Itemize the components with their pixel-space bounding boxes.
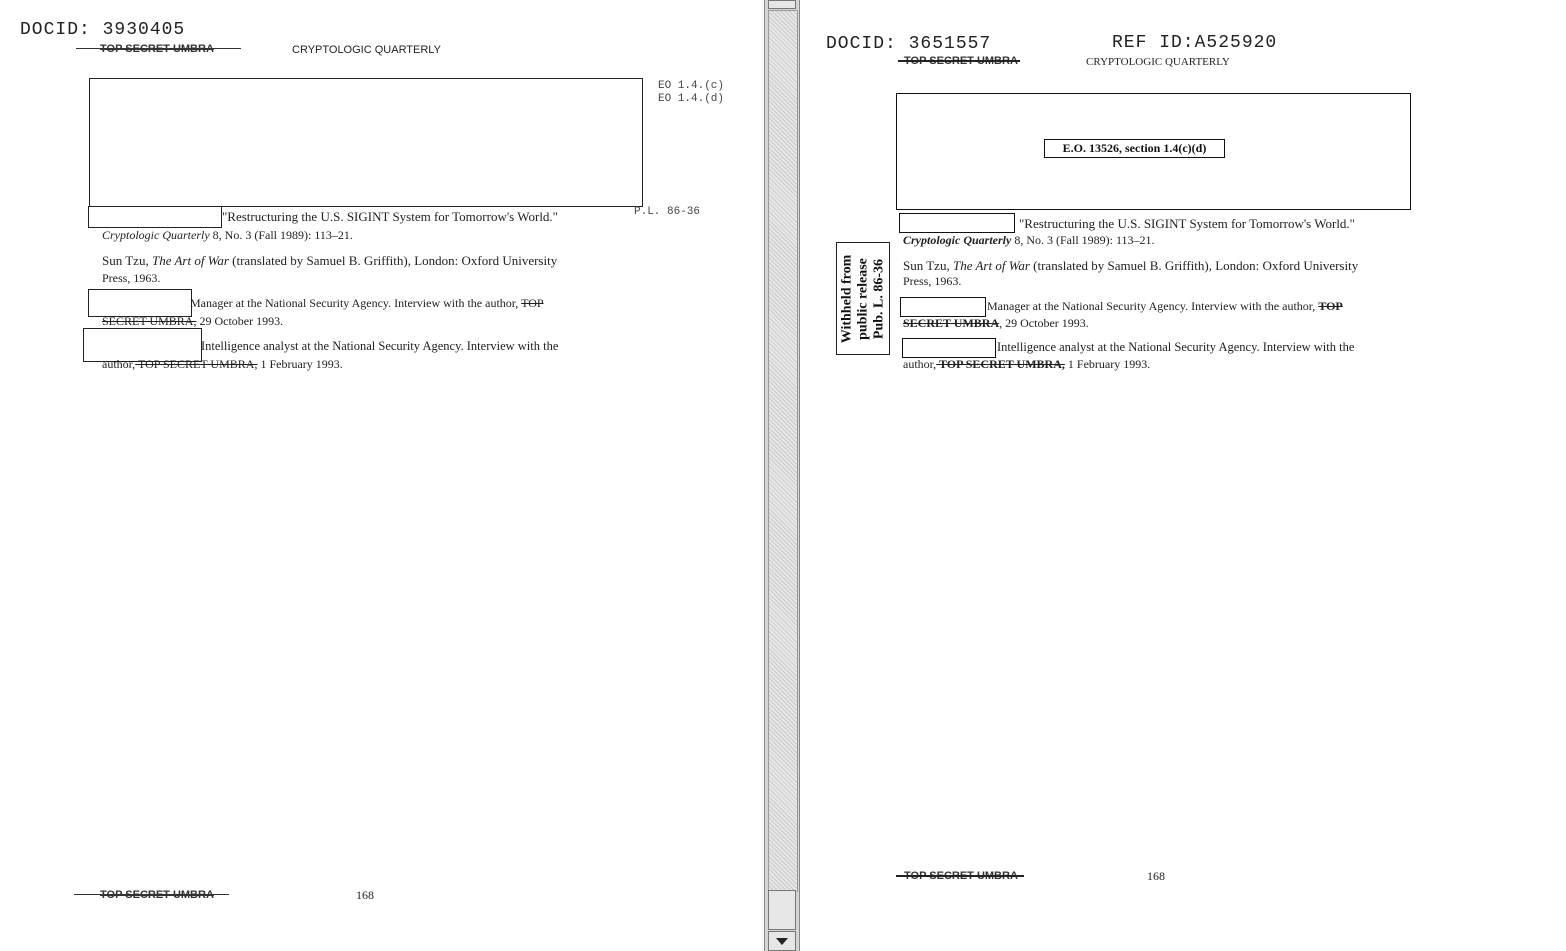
- ref3-date: , 29 October 1993.: [999, 316, 1089, 330]
- page-number: 168: [356, 888, 374, 902]
- ref2-line1: [903, 258, 1358, 274]
- docid-label: DOCID: 3930405: [20, 20, 186, 40]
- eo-exemption-stamp: E.O. 13526, section 1.4(c)(d): [1044, 139, 1225, 158]
- pl-code: P.L. 86-36: [634, 206, 701, 218]
- ref4-strike: TOP SECRET UMBRA,: [936, 357, 1065, 371]
- scroll-track[interactable]: [768, 10, 798, 892]
- ref4-author: author,: [903, 357, 937, 371]
- ref4-line2: [903, 357, 1150, 372]
- ref4-line2: [102, 357, 343, 372]
- ref3-text: Manager at the National Security Agency. Interview with the author,: [190, 296, 519, 310]
- footer-rule: [74, 894, 229, 895]
- eo-code-c: EO 1.4.(c): [658, 80, 725, 92]
- ref2-title: The Art of War: [952, 258, 1030, 273]
- redaction-box-ref3: [88, 289, 192, 317]
- withheld-line3: Pub. L. 86-36: [871, 258, 887, 339]
- ref3-strike1: TOP: [521, 296, 544, 310]
- ref4-date: 1 February 1993.: [257, 357, 343, 371]
- scroll-thumb[interactable]: [768, 890, 796, 930]
- ref1-text: "Restructuring the U.S. SIGINT System for Tomorrow's World.": [1019, 216, 1355, 231]
- redaction-box-ref1: [88, 206, 222, 228]
- scroll-down-arrow-icon[interactable]: [768, 931, 796, 951]
- redaction-box-ref1: [899, 213, 1015, 233]
- ref3-strike2: SECRET UMBRA,: [102, 314, 197, 328]
- ref1-tail: 8, No. 3 (Fall 1989): 113–21.: [209, 228, 353, 242]
- ref1-journal: Cryptologic Quarterly: [102, 228, 210, 242]
- ref2-author: Sun Tzu,: [102, 253, 152, 268]
- ref4-strike: TOP SECRET UMBRA,: [135, 357, 258, 371]
- classification-header: TOP SECRET UMBRA: [100, 43, 214, 55]
- withheld-line1: Withheld from: [839, 254, 855, 343]
- ref3-strike2: SECRET UMBRA: [903, 316, 1000, 330]
- classification-rule: [76, 48, 241, 49]
- journal-header: CRYPTOLOGIC QUARTERLY: [1086, 56, 1230, 68]
- ref1-tail: 8, No. 3 (Fall 1989): 113–21.: [1011, 233, 1155, 247]
- ref3-strike1: TOP: [1318, 299, 1343, 313]
- ref2-line2: Press, 1963.: [903, 274, 962, 288]
- scroll-thumb-top[interactable]: [768, 0, 796, 9]
- withheld-stamp: [836, 242, 890, 355]
- redaction-box-large: [89, 78, 643, 207]
- classification-footer: TOP SECRET UMBRA: [100, 889, 214, 901]
- ref1-citation: [102, 228, 353, 243]
- classification-footer: TOP SECRET UMBRA: [904, 870, 1018, 882]
- ref3-line1: [987, 299, 1343, 314]
- redaction-box-ref4: [902, 338, 996, 358]
- ref3-line1: [190, 296, 544, 311]
- redaction-box-ref3: [900, 297, 986, 317]
- ref4-author: author,: [102, 357, 136, 371]
- ref3-text: Manager at the National Security Agency. Interview with the author,: [987, 299, 1316, 313]
- footer-rule: [896, 875, 1024, 877]
- ref2-rest: (translated by Samuel B. Griffith), London: Oxford University: [228, 253, 558, 268]
- ref2-line2: Press, 1963.: [102, 271, 161, 285]
- ref2-title: The Art of War: [151, 253, 229, 268]
- classification-rule: [898, 60, 1020, 62]
- ref1-text: "Restructuring the U.S. SIGINT System for Tomorrow's World.": [222, 209, 558, 224]
- ref4-line1: Intelligence analyst at the National Security Agency. Interview with the: [997, 340, 1355, 354]
- ref2-author: Sun Tzu,: [903, 258, 953, 273]
- page-number: 168: [1147, 869, 1165, 883]
- vertical-scrollbar[interactable]: [764, 0, 800, 951]
- withheld-line2: public release: [855, 257, 871, 340]
- classification-header: TOP SECRET UMBRA: [904, 55, 1018, 67]
- eo-code-d: EO 1.4.(d): [658, 93, 725, 105]
- journal-header: CRYPTOLOGIC QUARTERLY: [292, 44, 441, 56]
- ref4-date: 1 February 1993.: [1064, 357, 1151, 371]
- right-document-page: [800, 0, 1566, 951]
- ref4-line1: Intelligence analyst at the National Security Agency. Interview with the: [201, 339, 559, 353]
- ref3-date: 29 October 1993.: [196, 314, 284, 328]
- docid-label: DOCID: 3651557: [826, 34, 992, 54]
- ref3-line2: [102, 314, 283, 329]
- ref1-journal: Cryptologic Quarterly: [903, 233, 1012, 247]
- ref2-line1: [102, 253, 557, 269]
- ref2-rest: (translated by Samuel B. Griffith), London: Oxford University: [1029, 258, 1359, 273]
- ref1-citation: [903, 233, 1155, 248]
- ref-id-label: REF ID:A525920: [1112, 33, 1278, 53]
- ref3-line2: [903, 316, 1089, 331]
- left-document-page: [0, 0, 764, 951]
